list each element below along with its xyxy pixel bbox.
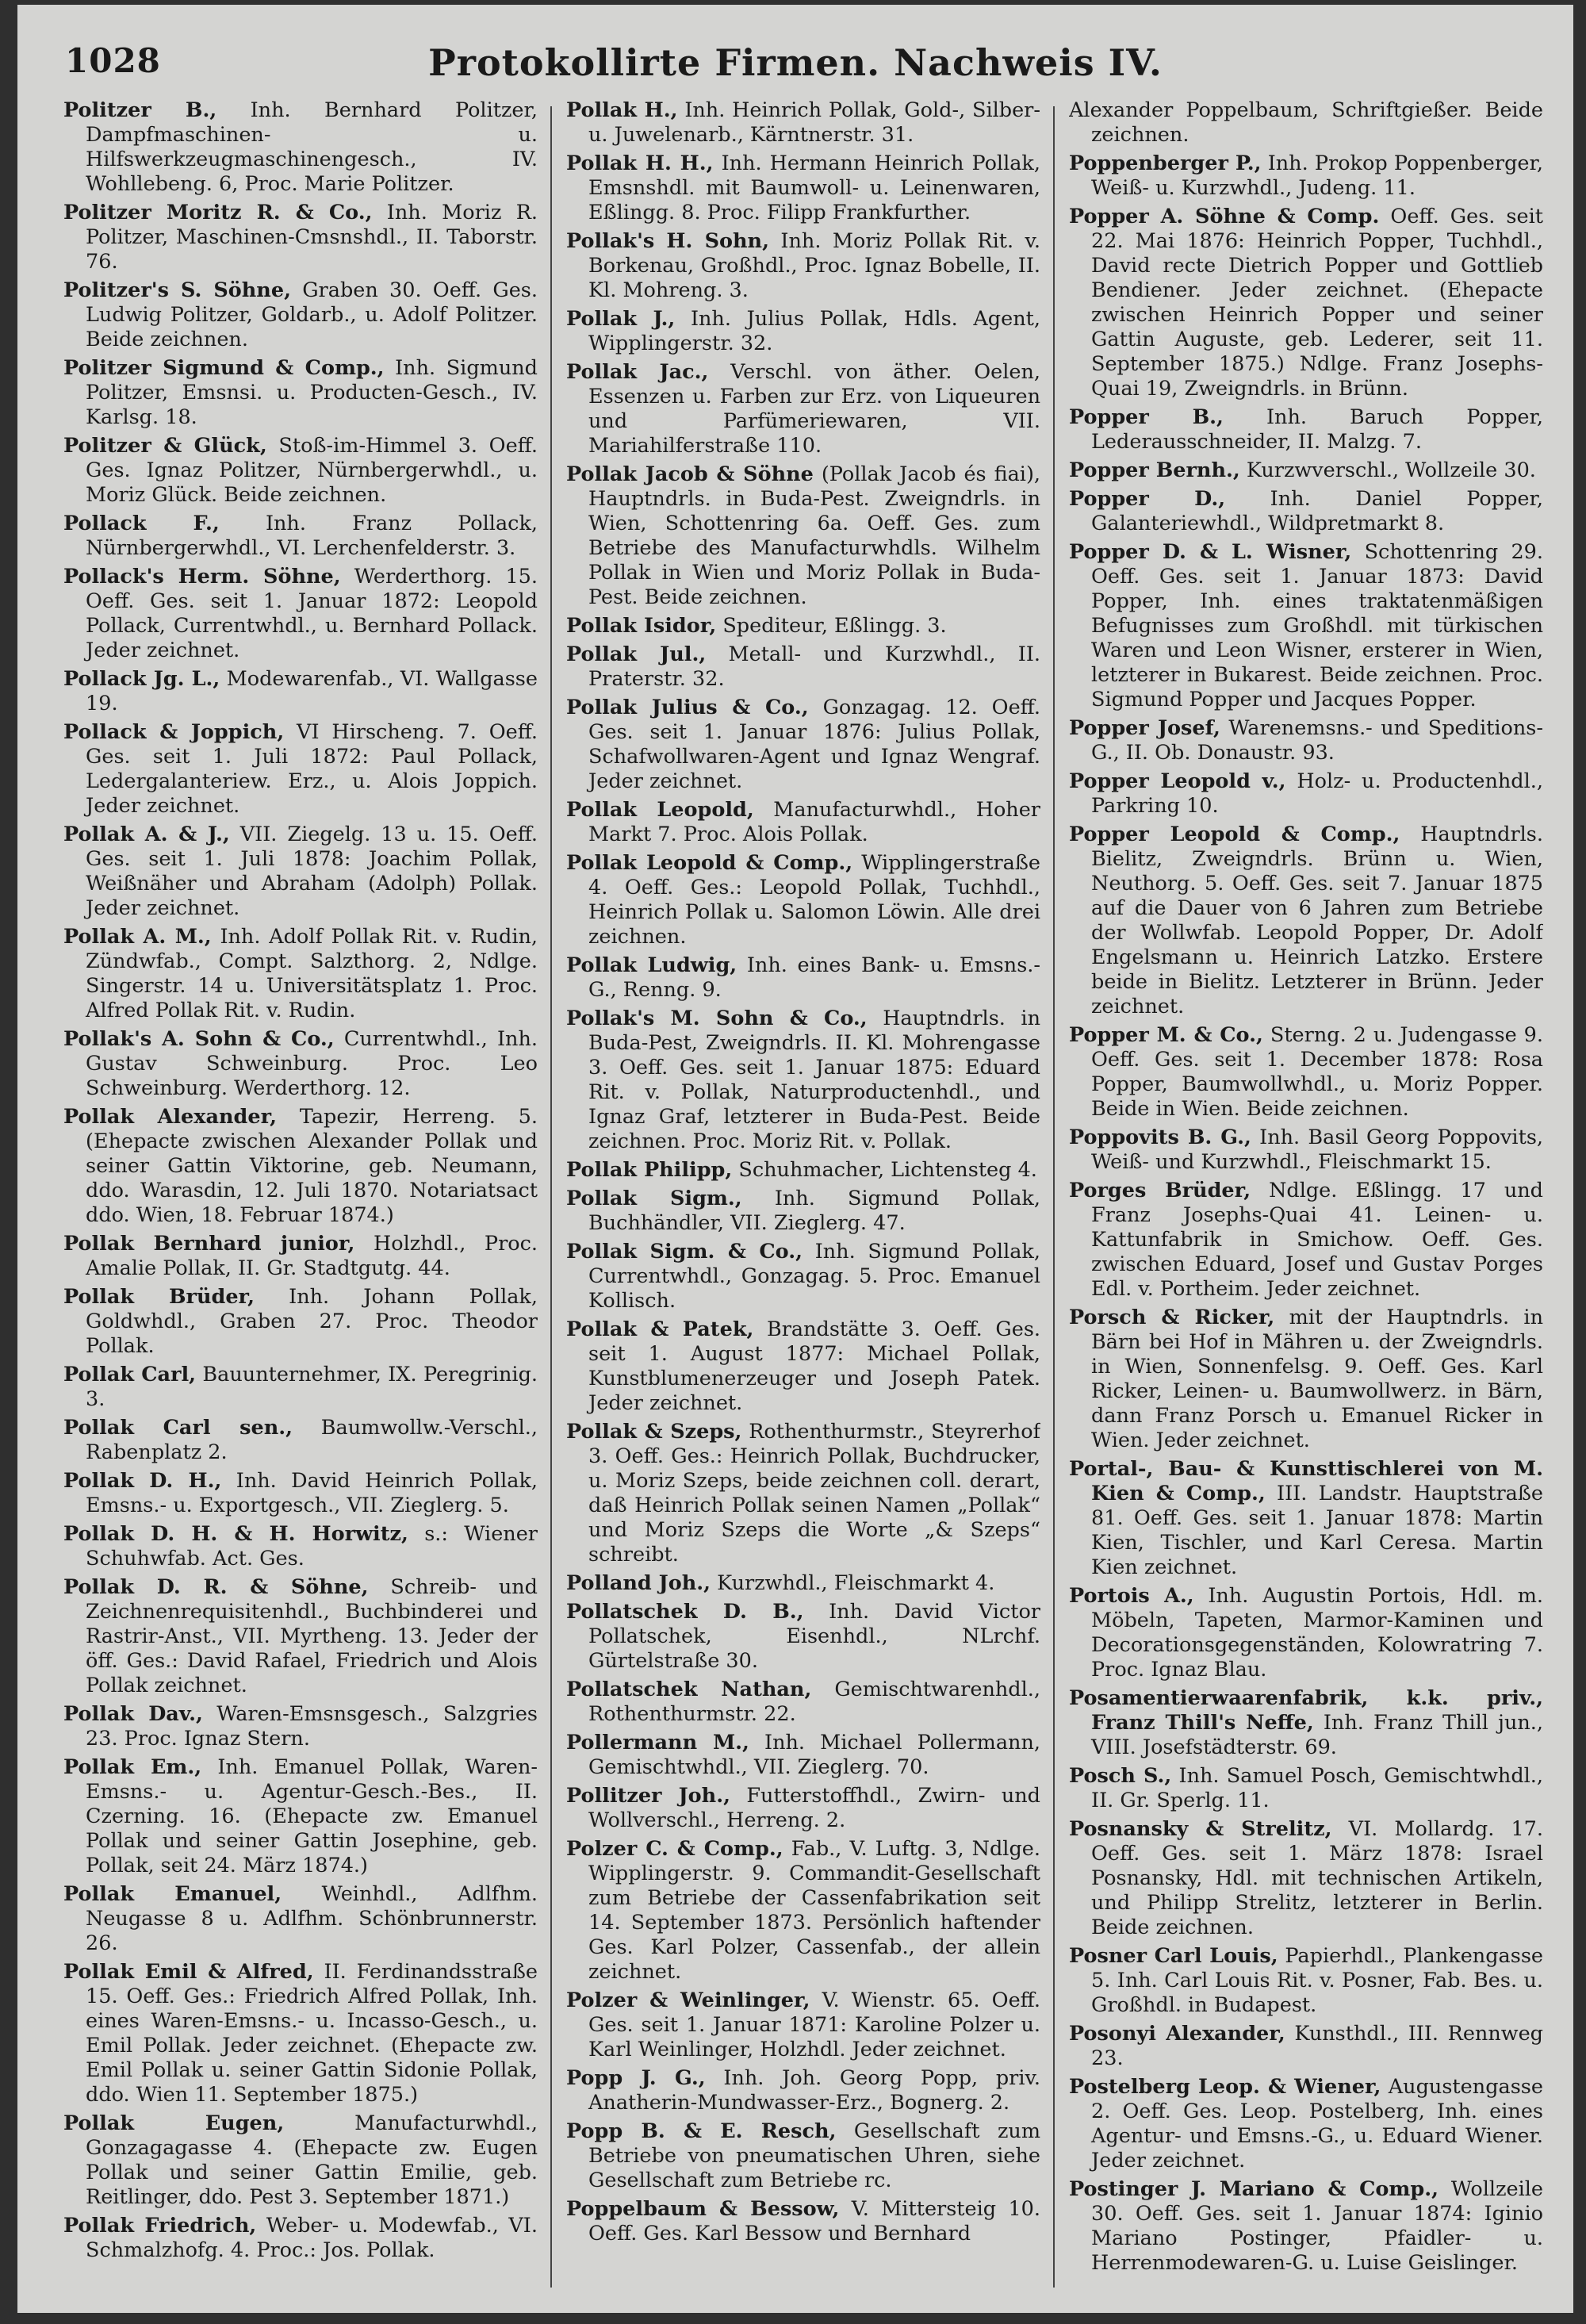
directory-entry — [63, 1469, 538, 1518]
directory-entry — [566, 1158, 1040, 1183]
firm-details: Bauunternehmer, IX. Peregrinig. 3. — [86, 1363, 538, 1411]
firm-name: Polzer C. & Comp., — [566, 1837, 783, 1861]
directory-entry — [63, 1105, 538, 1228]
firm-details: Kurzwverschl., Wollzeile 30. — [1246, 458, 1536, 482]
directory-entry — [566, 360, 1040, 458]
firm-details: Inh. Augustin Portois, Hdl. m. Möbeln, Tapeten, Marmor-Kaminen und Decorationsgegenständen, Kolowratring 7. Proc. Ignaz Blau. — [1091, 1584, 1543, 1682]
firm-name: Popper Leopold & Comp., — [1069, 823, 1400, 846]
columns — [63, 98, 1548, 2295]
firm-details: Fab., V. Luftg. 3, Ndlge. Wipplingerstr. 9. Commandit-Gesellschaft zum Betriebe der Cassenfabrikation seit 14. September 1873. Persönlich haftender Ges. Karl Polzer, Cassenfab., der allein zeichnet. — [588, 1837, 1040, 1984]
firm-details: Schottenring 29. Oeff. Ges. seit 1. Januar 1873: David Popper, Inh. eines traktatenmäßigen Befugnisses zum Großhdl. mit türkischen Waren und Leon Wisner, ersterer in Wien, letzterer in Bukarest. Beide zeichnen. Proc. Sigmund Popper und Jacques Popper. — [1091, 540, 1543, 711]
firm-name: Politzer Sigmund & Comp., — [63, 356, 385, 380]
firm-details: Inh. eines Bank- u. Emsns.-G., Renng. 9. — [588, 953, 1040, 1002]
firm-name: Pollak A. M., — [63, 925, 212, 949]
directory-entry — [566, 2119, 1040, 2193]
directory-entry — [1069, 1584, 1543, 1682]
firm-name: Postelberg Leop. & Wiener, — [1069, 2075, 1381, 2099]
firm-details: Inh. Baruch Popper, Lederausschneider, II. Malzg. 7. — [1091, 405, 1543, 454]
firm-details: (Pollak Jacob és fiai), Hauptndrls. in Buda-Pest. Zweigndrls. in Wien, Schottenring 6a. Oeff. Ges. zum Betriebe des Manufacturwhdls. Wilhelm Pollak in Wien und Moriz Pollak in Buda-Pest. Beide zeichnen. — [588, 462, 1040, 609]
directory-entry — [566, 1317, 1040, 1416]
firm-details: Inh. David Heinrich Pollak, Emsns.- u. Exportgesch., VII. Zieglerg. 5. — [86, 1469, 538, 1517]
firm-details: Tapezir, Herreng. 5. (Ehepacte zwischen Alexander Pollak und seiner Gattin Viktorine, geb. Neumann, ddo. Warasdin, 12. Juli 1870. Notariatsact ddo. Wien, 18. Februar 1874.) — [86, 1105, 538, 1227]
firm-name: Postinger J. Mariano & Comp., — [1069, 2177, 1439, 2201]
firm-name: Pollak D. H. & H. Horwitz, — [63, 1522, 408, 1546]
firm-name: Pollak Isidor, — [566, 614, 717, 638]
firm-details: Augustengasse 2. Oeff. Ges. Leop. Postelberg, Inh. eines Agentur- und Emsns.-G., u. Eduard Wiener. Jeder zeichnet. — [1091, 2075, 1543, 2173]
firm-details: Verschl. von äther. Oelen, Essenzen u. Farben zur Erz. von Liqueuren und Parfümeriewaren, VII. Mariahilferstraße 110. — [588, 360, 1040, 458]
directory-entry — [63, 2111, 538, 2210]
directory-entry — [63, 1416, 538, 1465]
firm-details: Holzhdl., Proc. Amalie Pollak, II. Gr. Stadtgutg. 44. — [86, 1232, 538, 1280]
firm-details: Waren-Emsnsgesch., Salzgries 23. Proc. Ignaz Stern. — [86, 1702, 538, 1751]
firm-details: Sterng. 2 u. Judengasse 9. Oeff. Ges. seit 1. December 1878: Rosa Popper, Baumwollwhdl., u. Moriz Popper. Beide in Wien. Beide zeichnen. — [1091, 1023, 1543, 1121]
firm-details: Alexander Poppelbaum, Schriftgießer. Beide zeichnen. — [1069, 98, 1543, 147]
firm-details: Gemischtwarenhdl., Rothenthurmstr. 22. — [588, 1678, 1040, 1726]
directory-entry — [1069, 1457, 1543, 1580]
firm-details: Modewarenfab., VI. Wallgasse 19. — [86, 667, 538, 715]
directory-entry — [566, 1420, 1040, 1567]
firm-name: Pollak Alexander, — [63, 1105, 278, 1129]
firm-name: Pollak Em., — [63, 1755, 202, 1779]
firm-name: Pollak Bernhard junior, — [63, 1232, 355, 1256]
firm-name: Pollack F., — [63, 512, 220, 535]
directory-entry — [63, 434, 538, 508]
firm-details: III. Landstr. Hauptstraße 81. Oeff. Ges. seit 1. Januar 1878: Martin Kien, Tischler, und Karl Ceresa. Martin Kien zeichnet. — [1091, 1482, 1543, 1579]
directory-entry — [63, 1702, 538, 1751]
firm-name: Posnansky & Strelitz, — [1069, 1817, 1332, 1841]
firm-name: Portois A., — [1069, 1584, 1194, 1608]
directory-entry — [1069, 2075, 1543, 2173]
firm-details: Currentwhdl., Inh. Gustav Schweinburg. Proc. Leo Schweinburg. Werderthorg. 12. — [86, 1027, 538, 1100]
firm-name: Pollitzer Joh., — [566, 1784, 730, 1808]
firm-name: Pollak Philipp, — [566, 1158, 733, 1182]
firm-details: Schuhmacher, Lichtensteg 4. — [738, 1158, 1037, 1182]
directory-entry — [566, 798, 1040, 847]
firm-details: Warenemsns.- und Speditions-G., II. Ob. Donaustr. 93. — [1091, 716, 1543, 765]
firm-details: Papierhdl., Plankengasse 5. Inh. Carl Louis Rit. v. Posner, Fab. Bes. u. Großhdl. in Budapest. — [1091, 1944, 1543, 2017]
firm-details: V. Wienstr. 65. Oeff. Ges. seit 1. Januar 1871: Karoline Polzer u. Karl Weinlinger, Holzhdl. Jeder zeichnet. — [588, 1988, 1040, 2061]
firm-name: Pollak Leopold, — [566, 798, 754, 822]
firm-name: Poppelbaum & Bessow, — [566, 2197, 840, 2221]
directory-entry — [566, 1837, 1040, 1985]
firm-details: Inh. Sigmund Pollak, Currentwhdl., Gonzagag. 5. Proc. Emanuel Kollisch. — [588, 1240, 1040, 1313]
directory-entry — [63, 2214, 538, 2263]
firm-details: VI Hirscheng. 7. Oeff. Ges. seit 1. Juli 1872: Paul Pollack, Ledergalanteriew. Erz., u. Alois Joppich. Jeder zeichnet. — [86, 720, 538, 818]
column-1 — [63, 98, 538, 2295]
firm-name: Pollack & Joppich, — [63, 720, 285, 744]
directory-entry — [566, 2197, 1040, 2246]
firm-name: Pollack's Herm. Söhne, — [63, 565, 341, 589]
firm-name: Popp B. & E. Resch, — [566, 2119, 837, 2143]
firm-details: Futterstoffhdl., Zwirn- und Wollverschl., Herreng. 2. — [588, 1784, 1040, 1832]
directory-entry — [566, 1784, 1040, 1833]
directory-entry — [566, 614, 1040, 639]
directory-entry — [1069, 2022, 1543, 2071]
directory-entry — [63, 1285, 538, 1359]
directory-entry — [566, 1007, 1040, 1154]
directory-entry — [63, 1575, 538, 1698]
directory-entry — [1069, 205, 1543, 401]
firm-details: Wipplingerstraße 4. Oeff. Ges.: Leopold Pollak, Tuchhdl., Heinrich Pollak u. Salomon Löwin. Alle drei zeichnen. — [588, 851, 1040, 949]
directory-entry — [1069, 405, 1543, 454]
firm-details: Holz- u. Productenhdl., Parkring 10. — [1091, 769, 1543, 818]
firm-details: Inh. Sigmund Pollak, Buchhändler, VII. Zieglerg. 47. — [588, 1187, 1040, 1235]
firm-name: Pollak's H. Sohn, — [566, 229, 769, 253]
directory-entry — [63, 925, 538, 1023]
directory-page — [17, 5, 1573, 2313]
directory-entry — [63, 98, 538, 197]
firm-details: Inh. Daniel Popper, Galanteriewhdl., Wildpretmarkt 8. — [1091, 487, 1543, 535]
firm-details: Manufacturwhdl., Gonzagagasse 4. (Ehepacte zw. Eugen Pollak und seiner Gattin Emilie, geb. Reitlinger, ddo. Pest 3. September 1871.) — [86, 2111, 538, 2209]
column-divider — [550, 106, 552, 2288]
firm-name: Polland Joh., — [566, 1571, 711, 1595]
firm-details: Inh. Sigmund Politzer, Emsnsi. u. Producten-Gesch., IV. Karlsg. 18. — [86, 356, 538, 429]
directory-entry — [63, 667, 538, 716]
firm-details: Inh. Franz Thill jun., VIII. Josefstädterstr. 69. — [1091, 1711, 1543, 1759]
directory-entry — [1069, 1817, 1543, 1940]
firm-details: Graben 30. Oeff. Ges. Ludwig Politzer, Goldarb., u. Adolf Politzer. Beide zeichnen. — [86, 278, 538, 351]
directory-entry — [566, 953, 1040, 1003]
column-3 — [1069, 98, 1543, 2295]
directory-entry — [566, 1731, 1040, 1780]
firm-details: Schreib- und Zeichnenrequisitenhdl., Buchbinderei und Rastrir-Anst., VII. Myrtheng. 13. Jeder der öff. Ges.: David Rafael, Friedrich und Alois Pollak zeichnet. — [86, 1575, 538, 1697]
directory-entry — [1069, 769, 1543, 819]
directory-entry — [1069, 1944, 1543, 2018]
directory-entry — [566, 307, 1040, 356]
directory-entry — [63, 1882, 538, 1956]
firm-details: Rothenthurmstr., Steyrerhof 3. Oeff. Ges.: Heinrich Pollak, Buchdrucker, u. Moriz Szeps, beide zeichnen coll. derart, daß Heinrich Pollak seinen Namen „Pollak“ und Moriz Szeps die Worte „& Szeps“ schreibt. — [588, 1420, 1040, 1567]
firm-name: Posner Carl Louis, — [1069, 1944, 1278, 1968]
directory-entry — [63, 1363, 538, 1412]
directory-entry — [1069, 2177, 1543, 2276]
directory-entry — [63, 1027, 538, 1101]
firm-name: Pollak H., — [566, 98, 678, 122]
directory-entry — [1069, 1179, 1543, 1302]
directory-entry — [566, 1571, 1040, 1596]
firm-name: Pollak D. H., — [63, 1469, 222, 1493]
directory-entry — [63, 278, 538, 352]
firm-details: Metall- und Kurzwhdl., II. Praterstr. 32. — [588, 642, 1040, 691]
firm-details: Manufacturwhdl., Hoher Markt 7. Proc. Alois Pollak. — [588, 798, 1040, 846]
firm-name: Popper Bernh., — [1069, 458, 1240, 482]
column-divider — [1053, 106, 1055, 2288]
firm-name: Popper M. & Co., — [1069, 1023, 1263, 1047]
directory-entry — [1069, 1306, 1543, 1453]
firm-name: Pollak Brüder, — [63, 1285, 255, 1309]
firm-details: VI. Mollardg. 17. Oeff. Ges. seit 1. März 1878: Israel Posnansky, Hdl. mit technischen Artikeln, und Philipp Strelitz, letzterer in Berlin. Beide zeichnen. — [1091, 1817, 1543, 1939]
firm-details: Hauptndrls. Bielitz, Zweigndrls. Brünn u. Wien, Neuthorg. 5. Oeff. Ges. seit 7. Januar 1875 auf die Dauer von 6 Jahren zum Betriebe der Wollwfab. Leopold Popper, Dr. Adolf Engelsmann u. Heinrich Latzko. Erstere beide in Bielitz. Letzterer in Brünn. Jeder zeichnet. — [1091, 823, 1543, 1018]
firm-name: Posonyi Alexander, — [1069, 2022, 1285, 2046]
directory-entry — [566, 851, 1040, 949]
firm-details: Inh. Emanuel Pollak, Waren-Emsns.- u. Agentur-Gesch.-Bes., II. Czerning. 16. (Ehepacte zw. Emanuel Pollak und seiner Gattin Josephine, geb. Pollak, seit 24. März 1874.) — [86, 1755, 538, 1877]
firm-name: Pollak Carl sen., — [63, 1416, 293, 1440]
firm-name: Posamentierwaarenfabrik, k.k. priv., Franz Thill's Neffe, — [1069, 1686, 1543, 1735]
firm-name: Popper Leopold v., — [1069, 769, 1286, 793]
directory-entry — [63, 1960, 538, 2107]
firm-name: Porsch & Ricker, — [1069, 1306, 1275, 1329]
firm-details: Oeff. Ges. seit 22. Mai 1876: Heinrich Popper, Tuchhdl., David recte Dietrich Popper und Gottlieb Bendiener. Jeder zeichnet. (Ehepacte zwischen Heinrich Popper und seiner Gattin Auguste, geb. Lederer, seit 11. September 1875.) Ndlge. Franz Josephs-Quai 19, Zweigndrls. in Brünn. — [1091, 205, 1543, 401]
firm-name: Pollak's M. Sohn & Co., — [566, 1007, 868, 1030]
firm-name: Pollak Carl, — [63, 1363, 197, 1386]
firm-name: Pollak Emil & Alfred, — [63, 1960, 314, 1984]
firm-details: Hauptndrls. in Buda-Pest, Zweigndrls. II. Kl. Mohrengasse 3. Oeff. Ges. seit 1. Januar 1875: Eduard Rit. v. Pollak, Naturproductenhdl., und Ignaz Graf, letzterer in Buda-Pest. Beide zeichnen. Proc. Moriz Rit. v. Pollak. — [588, 1007, 1040, 1153]
firm-name: Poppenberger P., — [1069, 151, 1262, 175]
firm-name: Pollatschek Nathan, — [566, 1678, 812, 1701]
firm-details: Stoß-im-Himmel 3. Oeff. Ges. Ignaz Politzer, Nürnbergerwhdl., u. Moriz Glück. Beide zeichnen. — [86, 434, 538, 507]
firm-details: Inh. Hermann Heinrich Pollak, Emsnshdl. mit Baumwoll- u. Leinenwaren, Eßlingg. 8. Proc. Filipp Frankfurther. — [588, 151, 1040, 224]
firm-name: Politzer & Glück, — [63, 434, 267, 458]
directory-entry — [1069, 487, 1543, 536]
firm-details: V. Mittersteig 10. Oeff. Ges. Karl Bessow und Bernhard — [588, 2197, 1040, 2245]
directory-entry — [63, 356, 538, 430]
directory-entry — [1069, 1126, 1543, 1175]
directory-entry — [566, 1187, 1040, 1236]
directory-entry — [566, 642, 1040, 692]
firm-name: Politzer Moritz R. & Co., — [63, 201, 373, 224]
firm-name: Pollak Jac., — [566, 360, 709, 384]
firm-name: Pollak Leopold & Comp., — [566, 851, 853, 875]
directory-entry — [566, 151, 1040, 225]
directory-entry — [63, 720, 538, 819]
firm-details: Inh. Joh. Georg Popp, priv. Anatherin-Mundwasser-Erz., Bognerg. 2. — [588, 2066, 1040, 2115]
firm-name: Pollak D. R. & Söhne, — [63, 1575, 369, 1599]
directory-entry — [63, 1522, 538, 1571]
firm-name: Pollak Friedrich, — [63, 2214, 257, 2238]
firm-details: Wollzeile 30. Oeff. Ges. seit 1. Januar 1874: Iginio Mariano Postinger, Pfaidler- u. Herrenmodewaren-G. u. Luise Geislinger. — [1091, 2177, 1543, 2275]
directory-entry — [1069, 1023, 1543, 1122]
firm-name: Popper D. & L. Wisner, — [1069, 540, 1352, 564]
firm-name: Pollak's A. Sohn & Co., — [63, 1027, 335, 1051]
firm-details: Gesellschaft zum Betriebe von pneumatischen Uhren, siehe Gesellschaft zum Betriebe rc. — [588, 2119, 1040, 2192]
firm-details: Kurzwhdl., Fleischmarkt 4. — [717, 1571, 995, 1595]
firm-name: Poppovits B. G., — [1069, 1126, 1251, 1149]
firm-details: mit der Hauptndrls. in Bärn bei Hof in Mähren u. der Zweigndrls. in Wien, Sonnenfelsg. 9. Oeff. Ges. Karl Ricker, Leinen- u. Baumwollwerz. in Bärn, dann Franz Porsch u. Emanuel Ricker in Wien. Jeder zeichnet. — [1091, 1306, 1543, 1452]
page-title: Protokollirte Firmen. Nachweis IV. — [428, 41, 1163, 84]
firm-details: Inh. Basil Georg Poppovits, Weiß- und Kurzwhdl., Fleischmarkt 15. — [1091, 1126, 1543, 1174]
firm-details: Inh. Samuel Posch, Gemischtwhdl., II. Gr. Sperlg. 11. — [1091, 1764, 1543, 1812]
firm-name: Pollack Jg. L., — [63, 667, 220, 691]
firm-name: Portal-, Bau- & Kunsttischlerei von M. Kien & Comp., — [1069, 1457, 1543, 1505]
directory-entry — [566, 98, 1040, 148]
directory-entry — [1069, 1686, 1543, 1760]
firm-details: Kunsthdl., III. Rennweg 23. — [1091, 2022, 1543, 2070]
firm-name: Polzer & Weinlinger, — [566, 1988, 810, 2012]
firm-details: Inh. Prokop Poppenberger, Weiß- u. Kurzwhdl., Judeng. 11. — [1091, 151, 1543, 200]
firm-details: Brandstätte 3. Oeff. Ges. seit 1. August 1877: Michael Pollak, Kunstblumenerzeuger und Joseph Patek. Jeder zeichnet. — [588, 1317, 1040, 1415]
firm-name: Pollak A. & J., — [63, 823, 230, 846]
firm-details: Baumwollw.-Verschl., Rabenplatz 2. — [86, 1416, 538, 1464]
firm-name: Popper B., — [1069, 405, 1224, 429]
firm-name: Popper D., — [1069, 487, 1226, 511]
directory-entry — [566, 696, 1040, 794]
firm-details: II. Ferdinandsstraße 15. Oeff. Ges.: Friedrich Alfred Pollak, Inh. eines Waren-Emsns.- u. Incasso-Gesch., u. Emil Pollak. Jeder zeichnet. (Ehepacte zw. Emil Pollak u. seiner Gattin Sidonie Pollak, ddo. Wien 11. September 1875.) — [86, 1960, 538, 2107]
firm-details: Inh. Bernhard Politzer, Dampfmaschinen- u. Hilfswerkzeugmaschinengesch., IV. Wohllebeng. 6, Proc. Marie Politzer. — [86, 98, 538, 196]
directory-entry — [566, 2066, 1040, 2115]
column-2 — [566, 98, 1040, 2295]
firm-name: Pollak & Patek, — [566, 1317, 754, 1341]
page-number: 1028 — [65, 41, 161, 80]
firm-name: Pollak Dav., — [63, 1702, 203, 1726]
firm-name: Popp J. G., — [566, 2066, 706, 2090]
directory-entry — [63, 512, 538, 561]
firm-name: Pollak Jul., — [566, 642, 707, 666]
firm-details: Inh. Moriz Pollak Rit. v. Borkenau, Großhdl., Proc. Ignaz Bobelle, II. Kl. Mohreng. 3. — [588, 229, 1040, 302]
directory-entry — [566, 1240, 1040, 1313]
directory-entry — [63, 823, 538, 921]
firm-name: Pollak & Szeps, — [566, 1420, 742, 1444]
firm-details: Inh. David Victor Pollatschek, Eisenhdl., NLrchf. Gürtelstraße 30. — [588, 1600, 1040, 1673]
firm-details: Inh. Heinrich Pollak, Gold-, Silber- u. Juwelenarb., Kärntnerstr. 31. — [588, 98, 1040, 147]
firm-name: Pollak Jacob & Söhne — [566, 462, 814, 486]
directory-entry — [1069, 458, 1543, 483]
firm-name: Posch S., — [1069, 1764, 1172, 1788]
firm-name: Pollak Ludwig, — [566, 953, 737, 977]
firm-details: Inh. Johann Pollak, Goldwhdl., Graben 27. Proc. Theodor Pollak. — [86, 1285, 538, 1358]
firm-details: Gonzagag. 12. Oeff. Ges. seit 1. Januar 1876: Julius Pollak, Schafwollwaren-Agent und Ignaz Wengraf. Jeder zeichnet. — [588, 696, 1040, 793]
directory-entry — [63, 1755, 538, 1878]
firm-details: Weinhdl., Adlfhm. Neugasse 8 u. Adlfhm. Schönbrunnerstr. 26. — [86, 1882, 538, 1955]
firm-name: Pollak J., — [566, 307, 676, 331]
firm-details: Weber- u. Modewfab., VI. Schmalzhofg. 4. Proc.: Jos. Pollak. — [86, 2214, 538, 2262]
firm-name: Pollak Eugen, — [63, 2111, 285, 2135]
directory-entry — [63, 565, 538, 663]
directory-entry — [1069, 716, 1543, 765]
firm-details: VII. Ziegelg. 13 u. 15. Oeff. Ges. seit 1. Juli 1878: Joachim Pollak, Weißnäher und Abraham (Adolph) Pollak. Jeder zeichnet. — [86, 823, 538, 920]
firm-name: Politzer's S. Söhne, — [63, 278, 291, 302]
firm-name: Popper A. Söhne & Comp. — [1069, 205, 1380, 228]
directory-entry — [1069, 98, 1543, 148]
directory-entry — [1069, 540, 1543, 712]
firm-details: Ndlge. Eßlingg. 17 und Franz Josephs-Quai 41. Leinen- u. Kattunfabrik in Smichow. Oeff. Ges. zwischen Eduard, Josef und Gustav Porges Edl. v. Portheim. Jeder zeichnet. — [1091, 1179, 1543, 1301]
directory-entry — [63, 201, 538, 274]
directory-entry — [566, 1678, 1040, 1727]
firm-details: Inh. Moriz R. Politzer, Maschinen-Cmsnshdl., II. Taborstr. 76. — [86, 201, 538, 274]
firm-details: Spediteur, Eßlingg. 3. — [722, 614, 947, 638]
directory-entry — [1069, 823, 1543, 1019]
directory-entry — [1069, 1764, 1543, 1813]
firm-details: Inh. Franz Pollack, Nürnbergerwhdl., VI. Lerchenfelderstr. 3. — [86, 512, 538, 560]
firm-details: Inh. Adolf Pollak Rit. v. Rudin, Zündwfab., Compt. Salzthorg. 2, Ndlge. Singerstr. 14 u. Universitätsplatz 1. Proc. Alfred Pollak Rit. v. Rudin. — [86, 925, 538, 1022]
firm-name: Pollatschek D. B., — [566, 1600, 804, 1624]
directory-entry — [566, 229, 1040, 303]
firm-name: Pollak Sigm. & Co., — [566, 1240, 803, 1264]
firm-name: Popper Josef, — [1069, 716, 1220, 740]
firm-name: Porges Brüder, — [1069, 1179, 1251, 1202]
firm-name: Pollermann M., — [566, 1731, 749, 1755]
directory-entry — [1069, 151, 1543, 201]
firm-name: Pollak Julius & Co., — [566, 696, 809, 719]
directory-entry — [566, 1600, 1040, 1674]
firm-details: Inh. Julius Pollak, Hdls. Agent, Wipplingerstr. 32. — [588, 307, 1040, 355]
firm-name: Pollak H. H., — [566, 151, 714, 175]
directory-entry — [63, 1232, 538, 1281]
firm-details: Inh. Michael Pollermann, Gemischtwhdl., VII. Zieglerg. 70. — [588, 1731, 1040, 1779]
directory-entry — [566, 462, 1040, 610]
firm-name: Pollak Emanuel, — [63, 1882, 282, 1906]
firm-details: Werderthorg. 15. Oeff. Ges. seit 1. Januar 1872: Leopold Pollack, Currentwhdl., u. Bernhard Pollack. Jeder zeichnet. — [86, 565, 538, 662]
firm-details: s.: Wiener Schuhwfab. Act. Ges. — [86, 1522, 538, 1570]
directory-entry — [566, 1988, 1040, 2062]
firm-name: Pollak Sigm., — [566, 1187, 742, 1210]
firm-name: Politzer B., — [63, 98, 217, 122]
